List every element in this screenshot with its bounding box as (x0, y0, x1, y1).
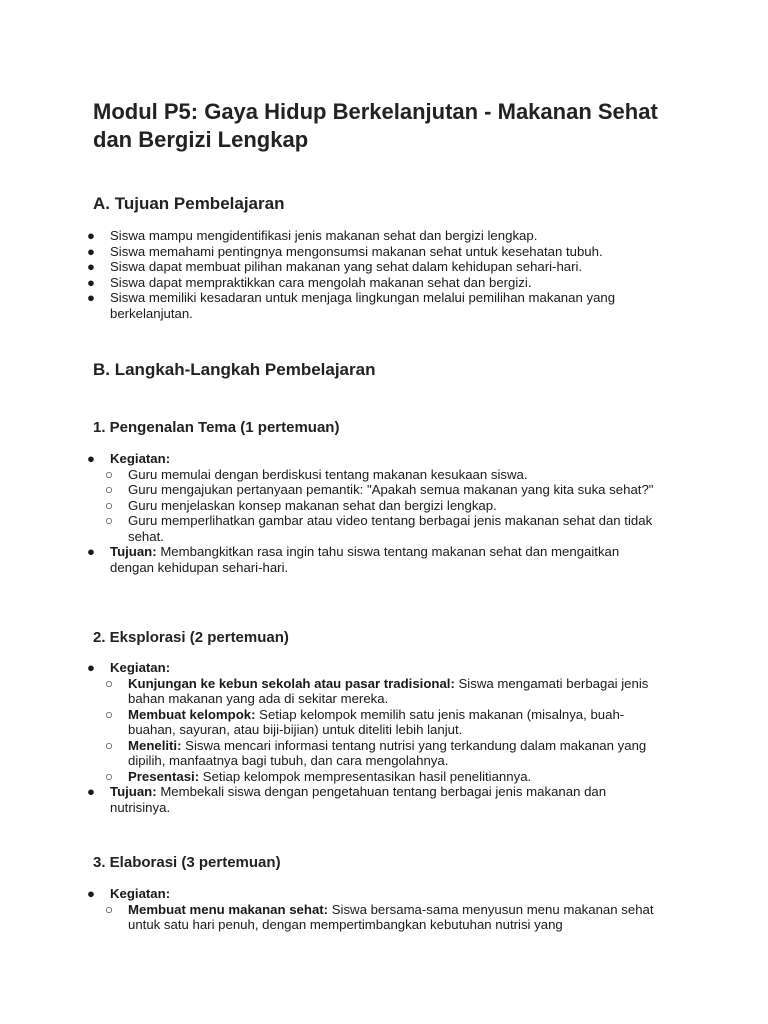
bullet-icon: ● (87, 290, 95, 305)
sublist-item: ○ Presentasi: Setiap kelompok mempresentasikan hasil penelitiannya. (105, 768, 532, 784)
sublist-item: ○ Guru memulai dengan berdiskusi tentang makanan kesukaan siswa. (105, 466, 528, 482)
bullet-icon: ● (87, 259, 95, 274)
bullet-icon: ● (87, 544, 95, 559)
list-item: ● Siswa memiliki kesadaran untuk menjaga lingkungan melalui pemilihan makanan yang berkelanjutan. (87, 290, 616, 321)
learning-objectives-list (0, 228, 660, 321)
circle-bullet-icon: ○ (105, 497, 113, 513)
bullet-icon: ● (87, 660, 95, 675)
kegiatan-sublist (105, 466, 660, 545)
circle-bullet-icon: ○ (105, 737, 113, 753)
bullet-icon: ● (87, 243, 95, 259)
circle-bullet-icon: ○ (105, 901, 113, 917)
circle-bullet-icon: ○ (105, 768, 113, 784)
document-title: Modul P5: Gaya Hidup Berkelanjutan - Makanan Sehat dan Bergizi Lengkap (93, 99, 658, 152)
section-b-heading: B. Langkah-Langkah Pembelajaran (93, 360, 376, 379)
list-item (0, 660, 660, 784)
kegiatan-label: Kegiatan: (110, 886, 171, 901)
step-3-heading: 3. Elaborasi (3 pertemuan) (93, 854, 281, 871)
circle-bullet-icon: ○ (105, 706, 113, 722)
sublist-item: ○ Membuat menu makanan sehat: Siswa bersama-sama menyusun menu makanan sehat untuk satu hari penuh, dengan mempertimbangkan kebutuhan nutrisi yang (105, 901, 654, 932)
step-1-list (0, 451, 660, 575)
list-item (0, 451, 660, 544)
circle-bullet-icon: ○ (105, 675, 113, 691)
sublist-item: ○ Meneliti: Siswa mencari informasi tentang nutrisi yang terkandung dalam makanan yang dipilih, manfaatnya bagi tubuh, dan cara mengolahnya. (105, 737, 647, 768)
tujuan-text: Membangkitkan rasa ingin tahu siswa tentang makanan sehat dan mengaitkan dengan kehidupan sehari-hari. (110, 544, 620, 575)
step-2-list (0, 660, 660, 815)
sublist-item: ○ Membuat kelompok: Setiap kelompok memilih satu jenis makanan (misalnya, buah-buahan, sayuran, atau biji-bijian) untuk diteliti lebih lanjut. (105, 706, 625, 737)
bullet-icon: ● (87, 886, 95, 901)
list-item (0, 784, 660, 815)
sublist-item: ○ Guru memperlihatkan gambar atau video tentang berbagai jenis makanan sehat dan tidak sehat. (105, 513, 653, 544)
circle-bullet-icon: ○ (105, 482, 113, 497)
kegiatan-sublist (105, 901, 660, 933)
kegiatan-sublist (105, 675, 660, 785)
tujuan-text: Membekali siswa dengan pengetahuan tentang berbagai jenis makanan dan nutrisinya. (110, 784, 607, 815)
tujuan-label: Tujuan: (110, 544, 157, 559)
list-item: ● Siswa mampu mengidentifikasi jenis makanan sehat dan bergizi lengkap. (87, 228, 538, 243)
step-2-heading: 2. Eksplorasi (2 pertemuan) (93, 629, 289, 646)
bullet-icon: ● (87, 228, 95, 243)
sublist-item: ○ Kunjungan ke kebun sekolah atau pasar tradisional: Siswa mengamati berbagai jenis bahan makanan yang ada di sekitar mereka. (105, 675, 649, 706)
list-item (0, 886, 660, 933)
bullet-icon: ● (87, 274, 95, 290)
kegiatan-label: Kegiatan: (110, 660, 171, 675)
kegiatan-label: Kegiatan: (110, 451, 171, 466)
sublist-item: ○ Guru mengajukan pertanyaan pemantik: "Apakah semua makanan yang kita suka sehat?" (105, 482, 654, 497)
step-1-heading: 1. Pengenalan Tema (1 pertemuan) (93, 419, 340, 436)
list-item (0, 544, 660, 575)
tujuan-label: Tujuan: (110, 784, 157, 799)
list-item: ● Siswa dapat mempraktikkan cara mengolah makanan sehat dan bergizi. (87, 274, 532, 290)
circle-bullet-icon: ○ (105, 513, 113, 528)
step-3-list (0, 886, 660, 933)
section-a-heading: A. Tujuan Pembelajaran (93, 194, 285, 213)
list-item: ● Siswa dapat membuat pilihan makanan yang sehat dalam kehidupan sehari-hari. (87, 259, 583, 274)
sublist-item: ○ Guru menjelaskan konsep makanan sehat dan bergizi lengkap. (105, 497, 497, 513)
bullet-icon: ● (87, 784, 95, 799)
circle-bullet-icon: ○ (105, 466, 113, 482)
list-item: ● Siswa memahami pentingnya mengonsumsi makanan sehat untuk kesehatan tubuh. (87, 243, 603, 259)
bullet-icon: ● (87, 451, 95, 466)
